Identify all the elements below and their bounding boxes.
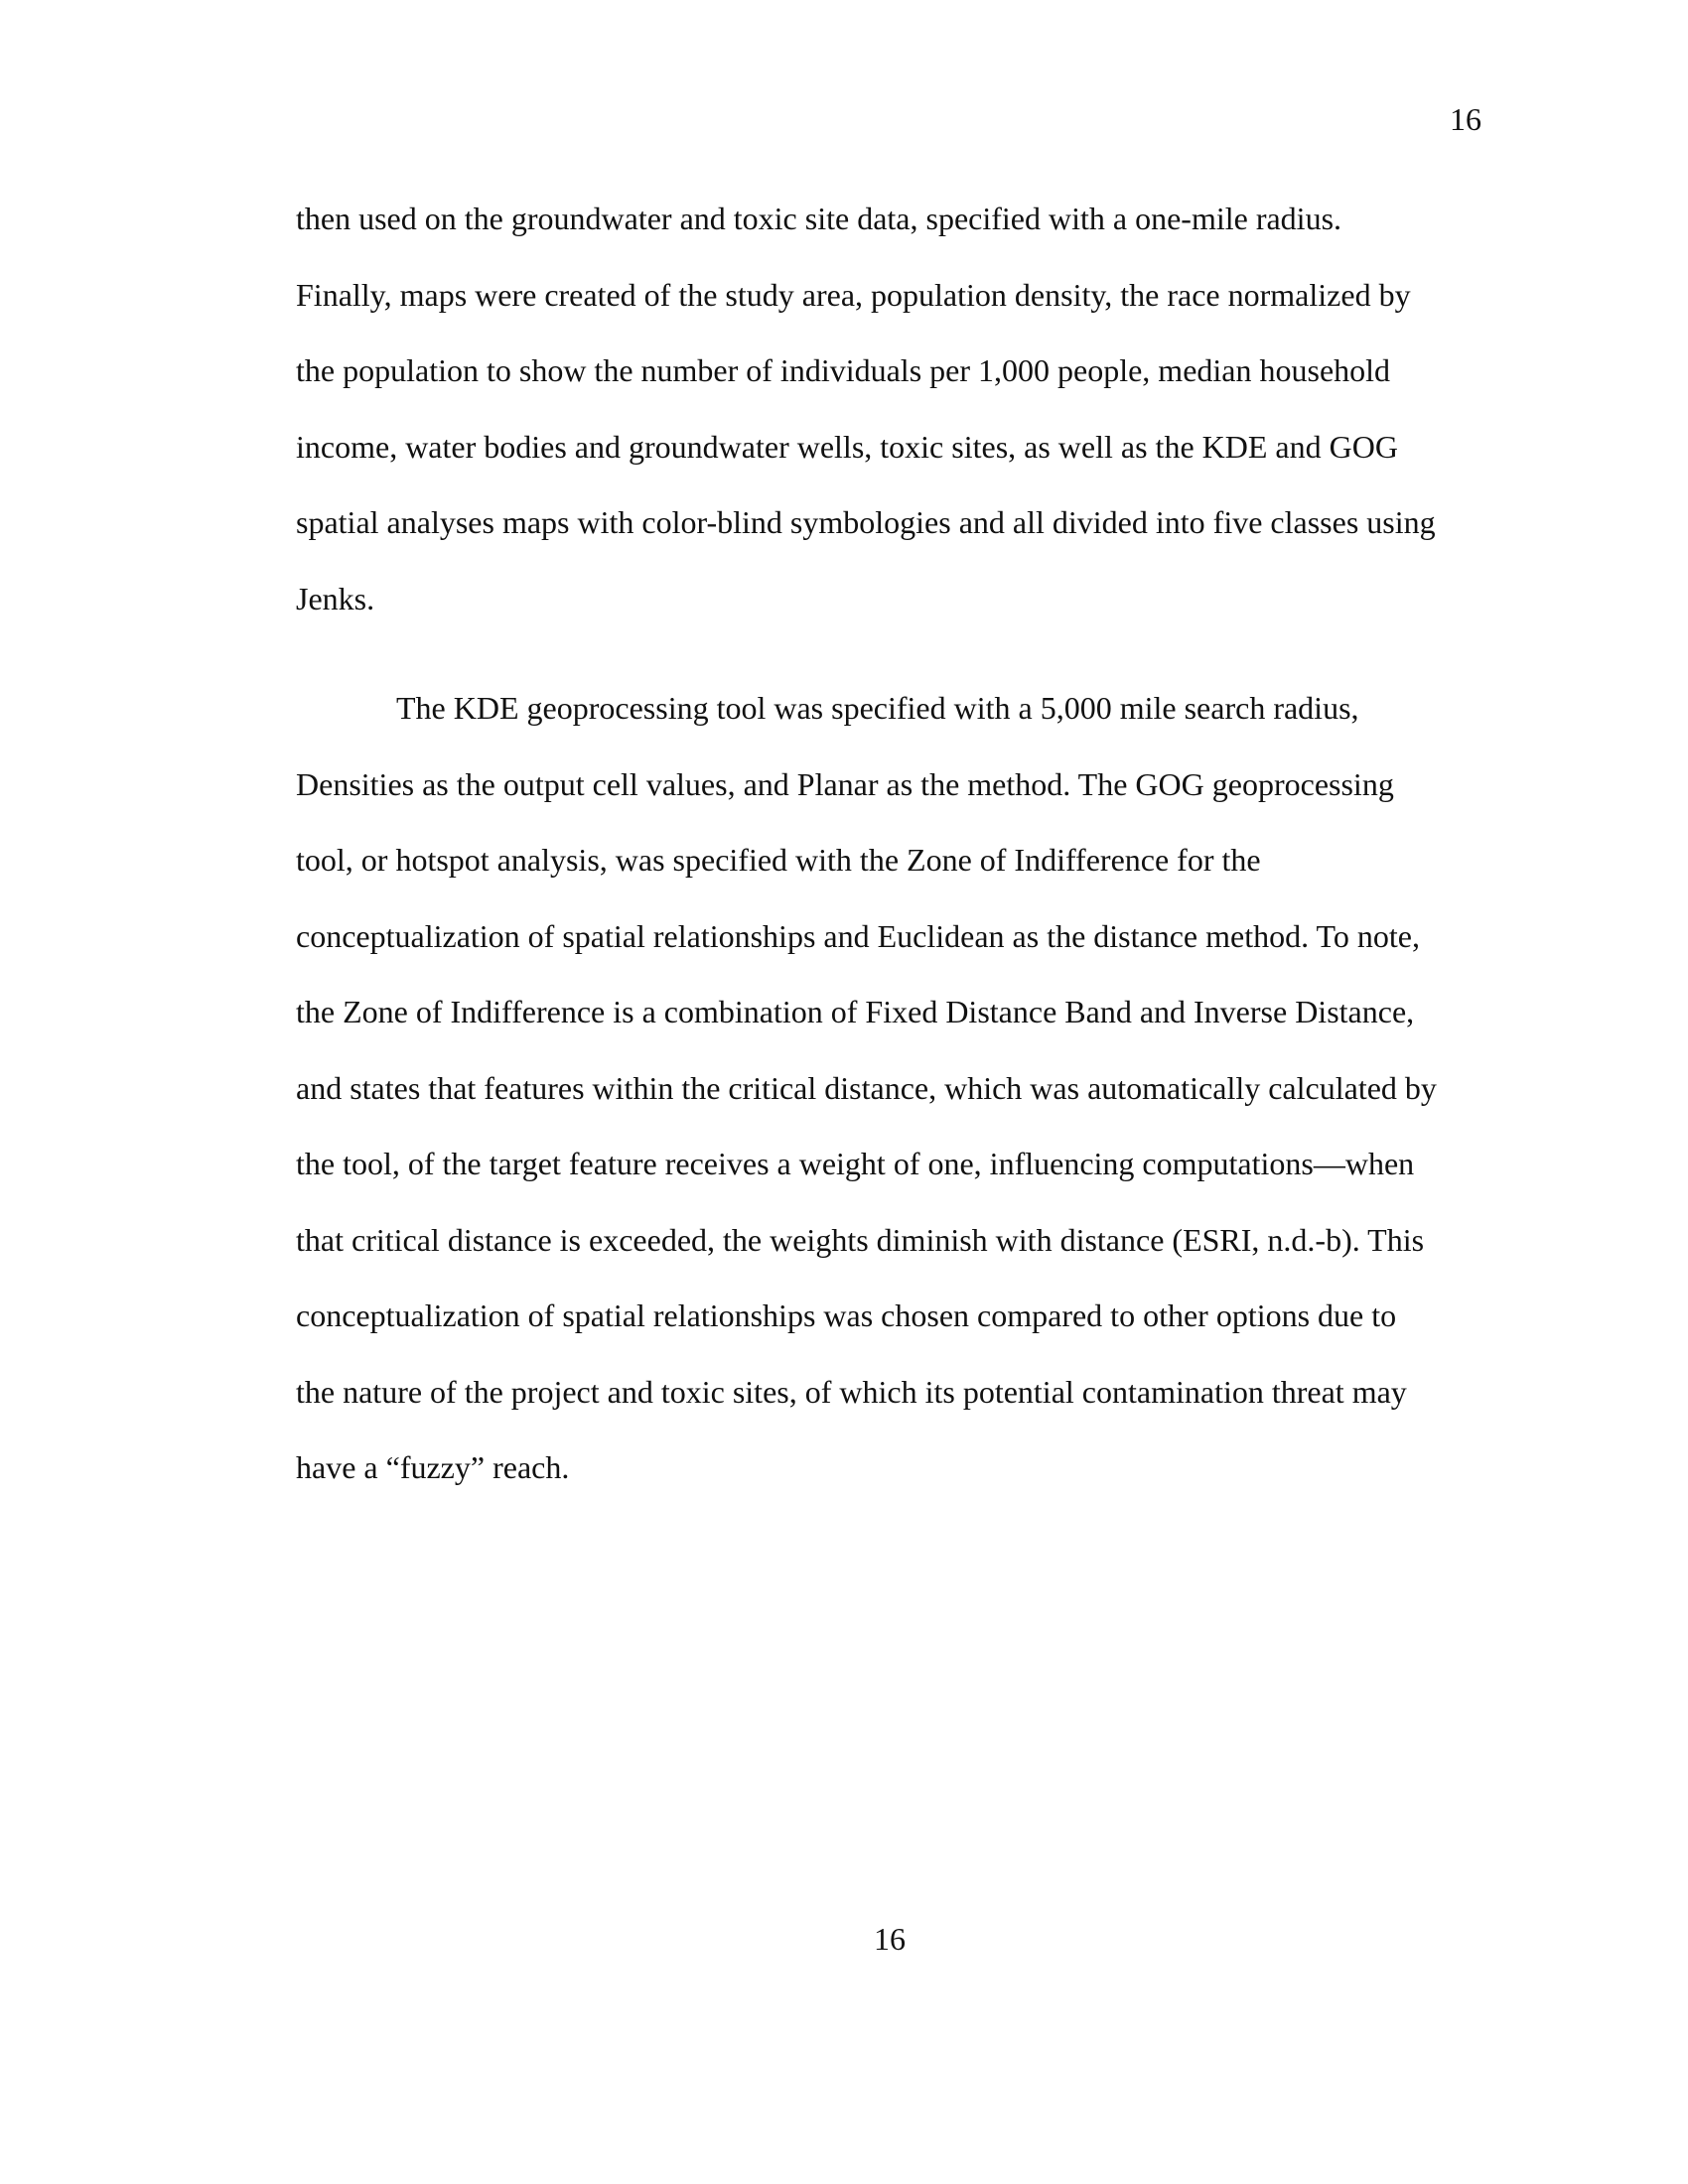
paragraph-line: the tool, of the target feature receives a weight of one, influencing computations—when — [296, 1146, 1415, 1181]
paragraph-line: The KDE geoprocessing tool was specified with a 5,000 mile search radius, — [396, 690, 1359, 726]
paragraph-line: income, water bodies and groundwater wells, toxic sites, as well as the KDE and GOG — [296, 428, 1398, 465]
paragraph-line: and states that features within the critical distance, which was automatically calculated by — [296, 1069, 1437, 1106]
paragraph-line: the population to show the number of individuals per 1,000 people, median household — [296, 352, 1391, 388]
paragraph-line: Finally, maps were created of the study area, population density, the race normalized by — [296, 276, 1411, 313]
paragraph-line: that critical distance is exceeded, the weights diminish with distance (ESRI, n.d.-b). This — [296, 1221, 1425, 1258]
footer-page-number: 16 — [874, 1921, 906, 1957]
paragraph-line: the nature of the project and toxic sites, of which its potential contamination threat may — [296, 1373, 1407, 1410]
paragraph-line: Densities as the output cell values, and Planar as the method. The GOG geoprocessing — [296, 765, 1394, 802]
paragraph-line: have a “fuzzy” reach. — [296, 1449, 570, 1485]
paragraph-line: conceptualization of spatial relationships was chosen compared to other options due to — [296, 1297, 1397, 1333]
paragraph-1 — [296, 181, 1487, 636]
paragraph-line: tool, or hotspot analysis, was specified with the Zone of Indifference for the — [296, 842, 1261, 878]
paragraph-line: the Zone of Indifference is a combination of Fixed Distance Band and Inverse Distance, — [296, 994, 1415, 1029]
paragraph-line: conceptualization of spatial relationships and Euclidean as the distance method. To note, — [296, 917, 1420, 954]
paragraph-line: spatial analyses maps with color-blind symbologies and all divided into five classes using — [296, 504, 1436, 540]
paragraph-line: Jenks. — [296, 580, 375, 616]
paragraph-2 — [296, 670, 1487, 1506]
paragraph-line: then used on the groundwater and toxic site data, specified with a one-mile radius. — [296, 201, 1342, 236]
header-page-number: 16 — [1450, 101, 1481, 137]
